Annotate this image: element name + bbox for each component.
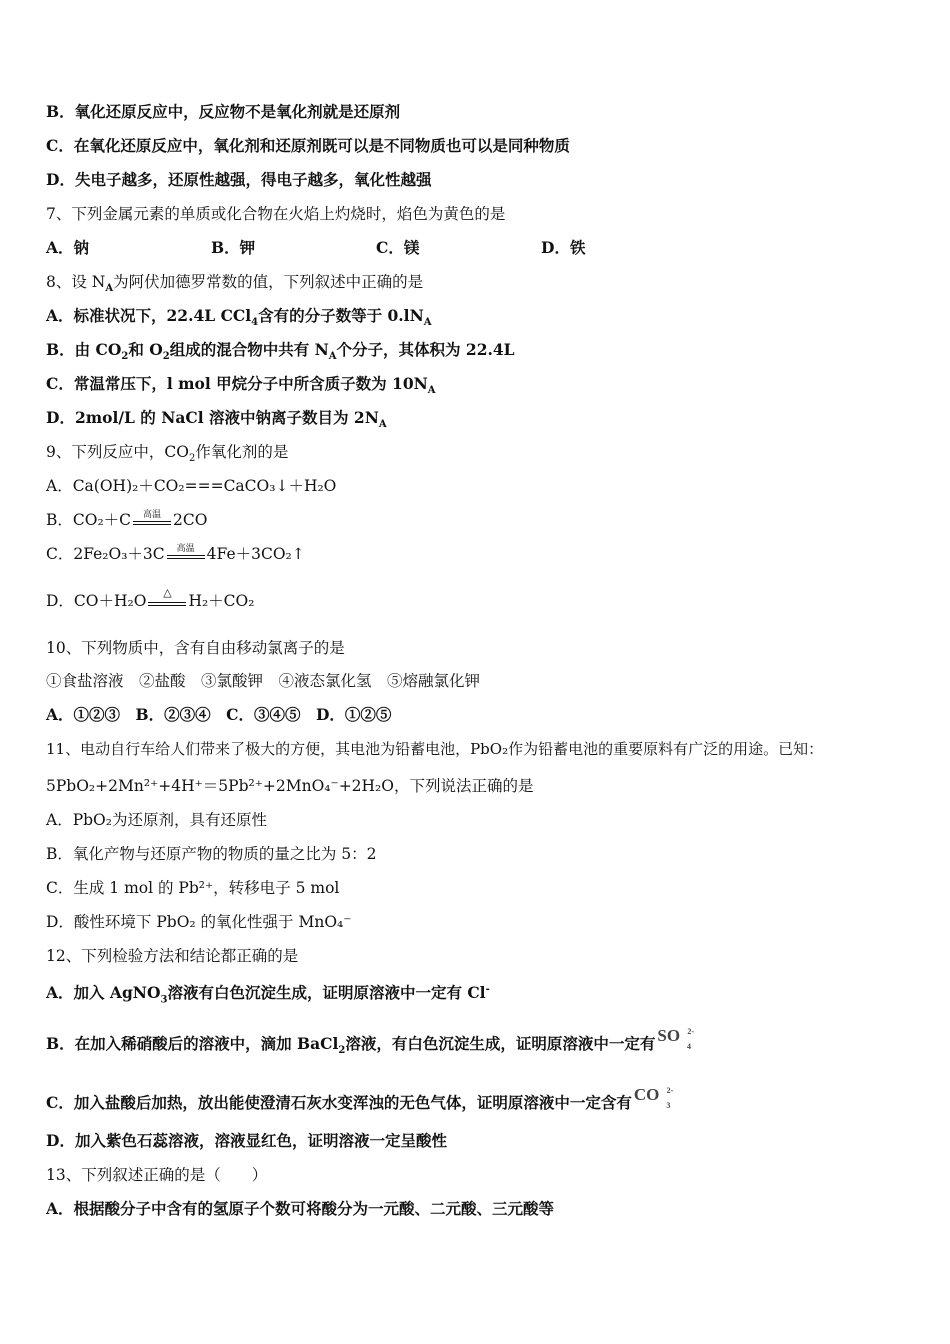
reaction-condition: △ xyxy=(146,602,188,611)
option-6b: B．氧化还原反应中，反应物不是氧化剂就是还原剂 xyxy=(46,102,401,121)
reaction-condition: 高温 xyxy=(131,521,173,530)
carbonate-ion: CO 2- 3 xyxy=(633,1085,674,1110)
question-10-items: ①食盐溶液 ②盐酸 ③氯酸钾 ④液态氯化氢 ⑤熔融氯化钾 xyxy=(46,672,481,690)
option-11c: C．生成 1 mol 的 Pb²⁺，转移电子 5 mol xyxy=(46,879,340,897)
option-11d: D．酸性环境下 PbO₂ 的氧化性强于 MnO₄⁻ xyxy=(46,913,352,931)
option-8a: A．标准状况下，22.4L CCl$_4$含有的分子数等于 $0.lN_A$ xyxy=(46,306,432,329)
option-8b: B．由 $CO_2$和 $O_2$组成的混合物中共有 $N_A$个分子，其体积为 22.4L xyxy=(46,340,515,363)
option-9a: A．Ca(OH)₂＋CO₂===CaCO₃↓＋H₂O xyxy=(46,477,337,495)
question-11-equation: 5PbO₂+2Mn²⁺+4H⁺＝5Pb²⁺+2MnO₄⁻+2H₂O，下列说法正确的是 xyxy=(46,777,534,795)
question-11: 11、电动自行车给人们带来了极大的方便，其电池为铅蓄电池，PbO₂作为铅蓄电池的重要原料有广泛的用途。已知： xyxy=(46,740,824,758)
question-9: 9、下列反应中，$CO_2$作氧化剂的是 xyxy=(46,443,289,465)
option-13a: A．根据酸分子中含有的氢原子个数可将酸分为一元酸、二元酸、三元酸等 xyxy=(46,1199,555,1218)
option-12c: C．加入盐酸后加热，放出能使澄清石灰水变浑浊的无色气体，证明原溶液中一定含有 CO 2- 3 xyxy=(46,1085,674,1112)
question-10: 10、下列物质中，含有自由移动氯离子的是 xyxy=(46,639,345,657)
question-13: 13、下列叙述正确的是（ ） xyxy=(46,1166,268,1184)
option-9d: D．CO＋H₂O △ H₂＋CO₂ xyxy=(46,586,255,610)
reaction-condition: 高温 xyxy=(165,555,207,564)
option-12a: A．加入 AgNO$_3$溶液有白色沉淀生成，证明原溶液中一定有 Cl- xyxy=(46,983,490,1006)
question-8: 8、设 $N_A$为阿伏加德罗常数的值，下列叙述中正确的是 xyxy=(46,273,424,295)
option-8d: D．2mol/L 的 NaCl 溶液中钠离子数目为 $2N_A$ xyxy=(46,408,387,431)
question-12: 12、下列检验方法和结论都正确的是 xyxy=(46,947,299,965)
option-9b: B．CO₂＋C 高温 2CO xyxy=(46,510,208,529)
question-7-options xyxy=(46,238,585,258)
option-7d: D．铁 xyxy=(541,238,586,257)
option-7b: B．钾 xyxy=(211,238,256,257)
option-11a: A．PbO₂为还原剂，具有还原性 xyxy=(46,811,267,829)
option-12b: B．在加入稀硝酸后的溶液中，滴加 BaCl$_2$溶液，有白色沉淀生成，证明原溶液中一定有 SO 2- 4 xyxy=(46,1026,695,1057)
option-7a: A．钠 xyxy=(46,238,90,257)
option-8c: C．常温常压下，l mol 甲烷分子中所含质子数为 $10N_A$ xyxy=(46,374,436,397)
question-10-options: A．①②③ B．②③④ C．③④⑤ D．①②⑤ xyxy=(46,705,392,724)
option-9c: C．2Fe₂O₃＋3C 高温 4Fe＋3CO₂↑ xyxy=(46,544,305,563)
option-6d: D．失电子越多，还原性越强，得电子越多，氧化性越强 xyxy=(46,170,432,189)
option-11b: B．氧化产物与还原产物的物质的量之比为 5：2 xyxy=(46,845,377,863)
option-7c: C．镁 xyxy=(376,238,420,257)
option-6c: C．在氧化还原反应中，氧化剂和还原剂既可以是不同物质也可以是同种物质 xyxy=(46,136,570,155)
option-12d: D．加入紫色石蕊溶液，溶液显红色，证明溶液一定呈酸性 xyxy=(46,1131,447,1150)
question-7: 7、下列金属元素的单质或化合物在火焰上灼烧时，焰色为黄色的是 xyxy=(46,205,506,223)
sulfate-ion: SO 2- 4 xyxy=(657,1026,695,1051)
